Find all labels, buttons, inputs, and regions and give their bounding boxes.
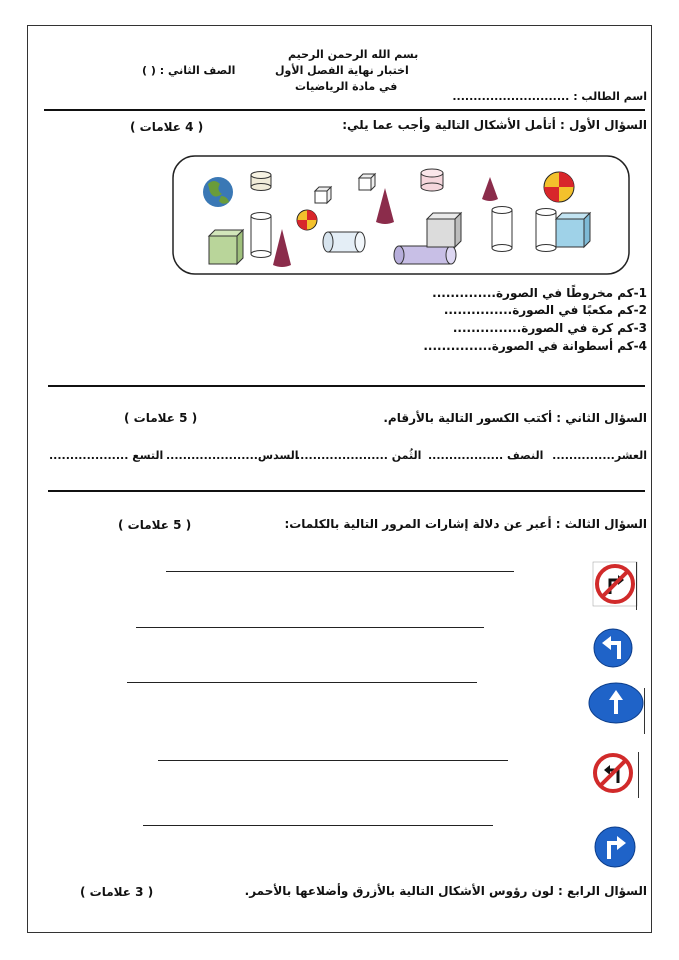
ball-icon bbox=[297, 210, 317, 230]
sign-border bbox=[636, 562, 637, 610]
sign-border bbox=[638, 752, 639, 798]
q4-title: السؤال الرابع : لون رؤوس الأشكال التالية بالأزرق وأضلاعها بالأحمر. bbox=[244, 884, 647, 898]
grade-field: الصف الثاني : ( ) bbox=[142, 64, 236, 77]
divider bbox=[48, 490, 645, 492]
turn-right-sign-icon bbox=[594, 826, 638, 870]
ball-icon bbox=[544, 172, 574, 202]
cube-green-icon bbox=[209, 230, 243, 264]
cylinder-white-icon bbox=[536, 209, 556, 252]
exam-title: اختبار نهاية الفصل الأول bbox=[275, 64, 409, 77]
fraction-eighth: الثُمن ...................... bbox=[296, 449, 422, 462]
globe-icon bbox=[203, 177, 233, 207]
answer-line bbox=[136, 627, 484, 628]
basmala: بسم الله الرحمن الرحيم bbox=[288, 48, 419, 61]
fraction-sixth: السدس...................... bbox=[166, 449, 299, 462]
divider bbox=[44, 109, 645, 111]
q4-marks: ( 3 علامات ) bbox=[80, 885, 154, 899]
q1-item-3: 3-كم كرة في الصورة............... bbox=[452, 321, 647, 335]
cylinder-small-icon bbox=[251, 172, 271, 191]
straight-ahead-sign-icon bbox=[588, 682, 648, 726]
fraction-half: النصف .................. bbox=[428, 449, 544, 462]
cube-small-icon bbox=[315, 187, 331, 203]
turn-left-sign-icon bbox=[593, 628, 635, 670]
q2-marks: ( 5 علامات ) bbox=[124, 411, 198, 425]
q2-title: السؤال الثاني : أكتب الكسور التالية بالأرقام. bbox=[383, 411, 647, 425]
shapes-panel bbox=[173, 156, 633, 278]
cube-small-icon bbox=[359, 174, 375, 190]
divider bbox=[48, 385, 645, 387]
q3-title: السؤال الثالث : أعبر عن دلالة إشارات المرور التالية بالكلمات: bbox=[284, 517, 647, 531]
fraction-tenth: العشر............... bbox=[552, 449, 647, 462]
subject: في مادة الرياضيات bbox=[295, 80, 398, 93]
cylinder-horizontal-icon bbox=[323, 232, 365, 252]
student-name-field: اسم الطالب : ............................ bbox=[452, 90, 647, 103]
cylinder-white-icon bbox=[251, 213, 271, 258]
cylinder-purple-icon bbox=[394, 246, 456, 264]
q1-title: السؤال الأول : أتأمل الأشكال التالية وأجب عما يلي: bbox=[342, 118, 647, 132]
cube-gray-icon bbox=[427, 213, 461, 247]
q1-marks: ( 4 علامات ) bbox=[130, 120, 204, 134]
no-right-turn-icon bbox=[593, 562, 639, 608]
fraction-ninth: التسع ................... bbox=[49, 449, 164, 462]
cylinder-white-icon bbox=[492, 207, 512, 252]
answer-line bbox=[143, 825, 493, 826]
cube-blue-icon bbox=[556, 213, 590, 247]
cylinder-pink-icon bbox=[421, 169, 443, 191]
answer-line bbox=[158, 760, 508, 761]
answer-line bbox=[166, 571, 514, 572]
q1-item-4: 4-كم أسطوانة في الصورة............... bbox=[423, 339, 647, 353]
q1-item-2: 2-كم مكعبًا في الصورة............... bbox=[443, 303, 647, 317]
q3-marks: ( 5 علامات ) bbox=[118, 518, 192, 532]
no-left-turn-icon bbox=[592, 752, 636, 796]
answer-line bbox=[127, 682, 477, 683]
q1-item-1: 1-كم مخروطًا في الصورة.............. bbox=[432, 286, 647, 300]
sign-border bbox=[644, 688, 645, 734]
